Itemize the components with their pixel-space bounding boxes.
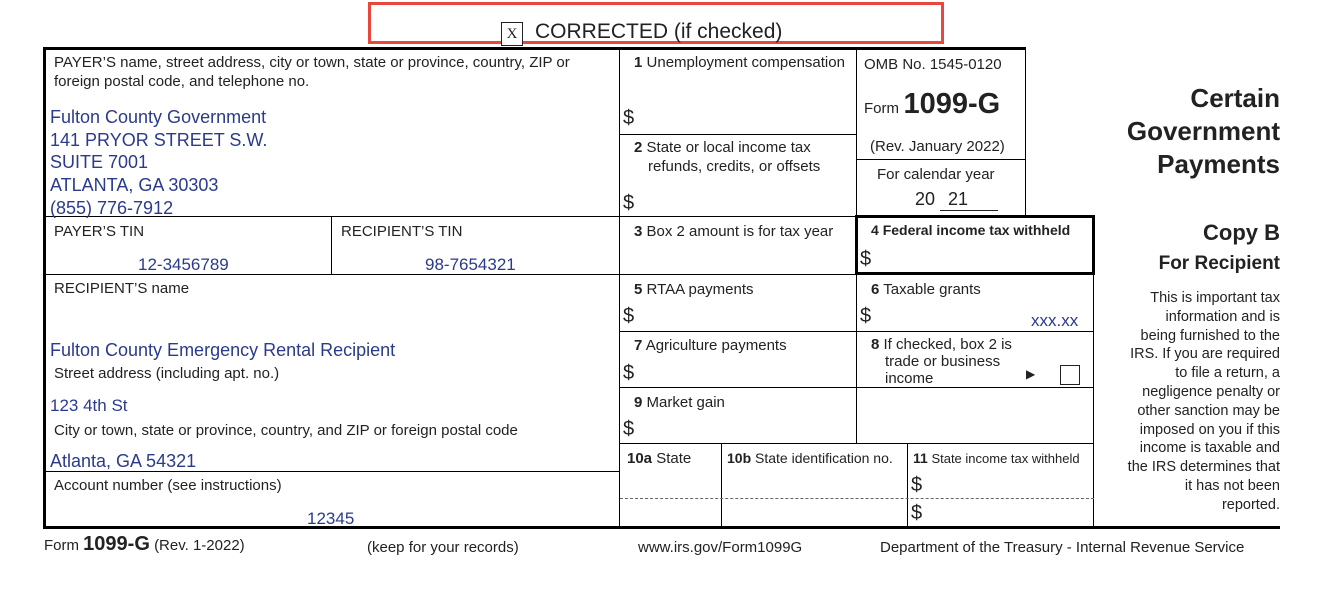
box-6-label: 6 Taxable grants: [871, 281, 981, 298]
divider: [620, 331, 1094, 332]
payer-label: PAYER’S name, street address, city or town, state or province, country, ZIP or foreign postal code, and telephone no.: [54, 54, 570, 90]
box-1-dollar: $: [623, 107, 635, 129]
recipient-name: Fulton County Emergency Rental Recipient: [50, 340, 396, 360]
form-left-border: [43, 47, 46, 529]
recipient-street-label: Street address (including apt. no.): [54, 365, 280, 382]
divider: [620, 498, 1094, 499]
box-11-label: 11 State income tax withheld: [913, 450, 1080, 466]
recipient-city: Atlanta, GA 54321: [50, 451, 197, 471]
calendar-year-label: For calendar year: [877, 166, 995, 183]
calendar-year: 20 21: [915, 189, 998, 211]
box-4-label: 4 Federal income tax withheld: [871, 222, 1071, 238]
box-7-dollar: $: [623, 362, 635, 384]
form-top-border: [43, 47, 1026, 50]
divider: [620, 387, 1094, 388]
payer-street: 141 PRYOR STREET S.W.: [50, 130, 268, 150]
box-6-dollar: $: [860, 305, 872, 327]
form-revision: (Rev. January 2022): [870, 138, 1005, 155]
divider: [620, 134, 857, 135]
divider: [331, 216, 332, 274]
copy-notice: This is important tax information and is being furnished to the IRS. If you are required to file a return, a negligence penalty or other sanction may be imposed on you if this income is taxable and the IRS determines that it has not been reported.: [1127, 290, 1280, 513]
box-4-dollar: $: [860, 248, 872, 270]
account-value: 12345: [307, 509, 355, 528]
form-bottom-border: [43, 526, 1280, 529]
box-10a-label: 10a State: [627, 450, 692, 467]
box-2-label: 2 State or local income tax refunds, credits, or offsets: [634, 139, 821, 175]
divider: [721, 444, 722, 527]
recipient-street: 123 4th St: [50, 396, 128, 415]
omb-number: OMB No. 1545-0120: [864, 56, 1002, 73]
payer-tin-label: PAYER’S TIN: [54, 223, 145, 240]
box-1-label: 1 Unemployment compensation: [634, 54, 845, 71]
box-6-value: xxx.xx: [1031, 311, 1079, 330]
divider: [619, 48, 620, 528]
payer-city: ATLANTA, GA 30303: [50, 175, 219, 195]
box-7-label: 7 Agriculture payments: [634, 337, 787, 354]
box-3-label: 3 Box 2 amount is for tax year: [634, 223, 834, 240]
divider: [907, 444, 908, 527]
box-11-dollar-2: $: [911, 502, 923, 524]
box-8-label: 8 If checked, box 2 is trade or business income: [871, 336, 1012, 387]
footer-keep: (keep for your records): [367, 539, 519, 556]
payer-phone: (855) 776-7912: [50, 198, 174, 218]
recipient-tin-label: RECIPIENT’S TIN: [341, 223, 463, 240]
divider: [857, 159, 1025, 160]
box-11-dollar-1: $: [911, 474, 923, 496]
recipient-tin-value: 98-7654321: [425, 255, 516, 274]
copy-title: Copy B: [1203, 220, 1280, 245]
box-9-dollar: $: [623, 418, 635, 440]
account-label: Account number (see instructions): [54, 477, 282, 494]
form-number-block: Form 1099-G: [864, 88, 1001, 120]
form-title: Certain Government Payments: [1126, 83, 1280, 179]
corrected-checkbox[interactable]: X: [501, 22, 523, 46]
footer-form-id: Form 1099-G (Rev. 1-2022): [44, 533, 245, 555]
box-8-checkbox[interactable]: [1060, 365, 1080, 385]
payer-name: Fulton County Government: [50, 107, 267, 127]
footer-url[interactable]: www.irs.gov/Form1099G: [638, 539, 803, 556]
recipient-city-label: City or town, state or province, country, and ZIP or foreign postal code: [54, 422, 518, 439]
recipient-name-label: RECIPIENT’S name: [54, 280, 190, 297]
divider: [620, 443, 1094, 444]
box-10b-label: 10b State identification no.: [727, 450, 893, 466]
box-2-dollar: $: [623, 192, 635, 214]
box-9-label: 9 Market gain: [634, 394, 725, 411]
corrected-label: CORRECTED (if checked): [535, 20, 783, 43]
box-8-arrow-icon: ▶: [1026, 367, 1036, 381]
copy-subtitle: For Recipient: [1158, 253, 1280, 274]
box-5-label: 5 RTAA payments: [634, 281, 754, 298]
payer-tin-value: 12-3456789: [138, 255, 229, 274]
payer-suite: SUITE 7001: [50, 152, 149, 172]
divider: [1025, 48, 1026, 216]
box-5-dollar: $: [623, 305, 635, 327]
footer-department: Department of the Treasury - Internal Revenue Service: [880, 539, 1245, 556]
